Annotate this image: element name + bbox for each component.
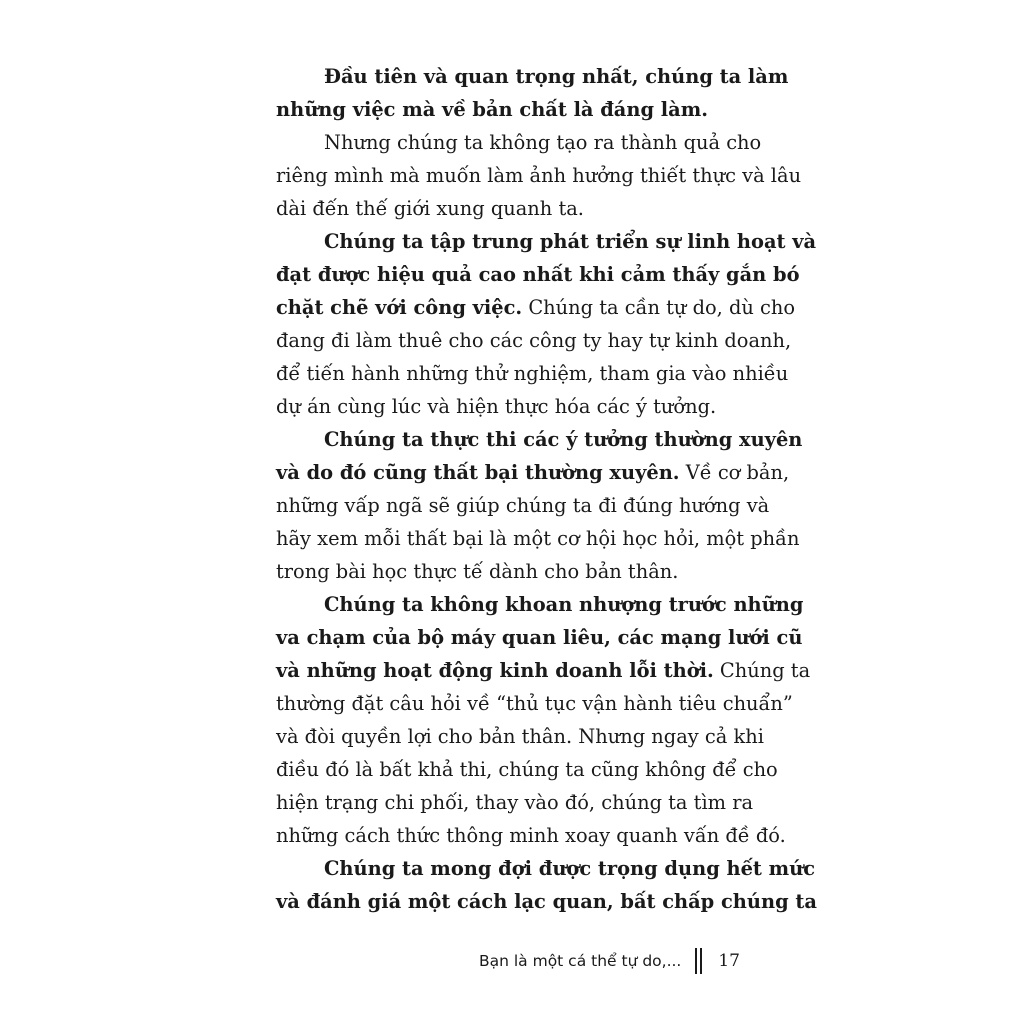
normal-text: Nhưng chúng ta không tạo ra thành quả cho	[324, 131, 762, 154]
text-line	[276, 192, 740, 225]
bold-text: va chạm của bộ máy quan liêu, các mạng lưới cũ	[276, 626, 803, 649]
normal-text: riêng mình mà muốn làm ảnh hưởng thiết thực và lâu	[276, 164, 802, 187]
bold-text: Chúng ta không khoan nhượng trước những	[324, 593, 804, 616]
text-line	[276, 357, 789, 390]
page-body	[276, 60, 817, 918]
text-line	[276, 786, 754, 819]
double-rule-divider	[695, 948, 702, 974]
text-line	[276, 687, 793, 720]
bold-text: và đánh giá một cách lạc quan, bất chấp chúng ta	[276, 890, 817, 913]
normal-text: Chúng ta	[713, 659, 811, 682]
bold-text: và những hoạt động kinh doanh lỗi thời.	[276, 659, 714, 682]
normal-text: Về cơ bản,	[679, 461, 790, 484]
text-line	[276, 291, 796, 324]
bold-text: đạt được hiệu quả cao nhất khi cảm thấy gắn bó	[276, 263, 800, 286]
text-line	[276, 654, 811, 687]
page-number: 17	[718, 951, 740, 971]
bold-text: Đầu tiên và quan trọng nhất, chúng ta làm	[324, 65, 789, 88]
normal-text: dự án cùng lúc và hiện thực hóa các ý tưởng.	[276, 395, 717, 418]
bold-text: những việc mà về bản chất là đáng làm.	[276, 98, 708, 121]
text-line	[276, 390, 740, 423]
normal-text: và đòi quyền lợi cho bản thân. Nhưng ngay cả khi	[276, 725, 764, 748]
text-line	[276, 852, 816, 885]
text-line	[276, 753, 778, 786]
text-line	[276, 258, 800, 291]
bold-text: Chúng ta tập trung phát triển sự linh hoạt và	[324, 230, 817, 253]
text-line	[276, 522, 800, 555]
bold-text: và do đó cũng thất bại thường xuyên.	[276, 461, 680, 484]
text-line	[276, 456, 790, 489]
text-line	[276, 225, 817, 258]
normal-text: điều đó là bất khả thi, chúng ta cũng không để cho	[276, 758, 778, 781]
normal-text: hãy xem mỗi thất bại là một cơ hội học hỏi, một phần	[276, 527, 800, 550]
text-line	[276, 489, 770, 522]
normal-text: trong bài học thực tế dành cho bản thân.	[276, 560, 679, 583]
text-line	[276, 159, 802, 192]
normal-text: những vấp ngã sẽ giúp chúng ta đi đúng hướng và	[276, 494, 770, 517]
normal-text: hiện trạng chi phối, thay vào đó, chúng ta tìm ra	[276, 791, 754, 814]
text-line	[276, 324, 792, 357]
bold-text: Chúng ta mong đợi được trọng dụng hết mức	[324, 857, 816, 880]
text-line	[276, 588, 804, 621]
normal-text: dài đến thế giới xung quanh ta.	[276, 197, 584, 220]
bold-text: Chúng ta thực thi các ý tưởng thường xuyên	[324, 428, 803, 451]
normal-text: những cách thức thông minh xoay quanh vấn đề đó.	[276, 824, 786, 847]
running-head: Bạn là một cá thể tự do,...	[478, 952, 682, 970]
text-line	[276, 720, 764, 753]
text-line	[276, 819, 786, 852]
text-line	[276, 555, 740, 588]
normal-text: đang đi làm thuê cho các công ty hay tự kinh doanh,	[276, 329, 792, 352]
normal-text: để tiến hành những thử nghiệm, tham gia vào nhiều	[276, 362, 789, 385]
text-line	[276, 93, 740, 126]
text-line	[276, 423, 803, 456]
text-line	[276, 621, 803, 654]
normal-text: Chúng ta cần tự do, dù cho	[522, 296, 796, 319]
bold-text: chặt chẽ với công việc.	[276, 296, 523, 319]
text-line	[276, 126, 762, 159]
page-footer	[276, 946, 740, 976]
text-line	[276, 885, 817, 918]
normal-text: thường đặt câu hỏi về “thủ tục vận hành tiêu chuẩn”	[276, 692, 793, 715]
text-line	[276, 60, 789, 93]
